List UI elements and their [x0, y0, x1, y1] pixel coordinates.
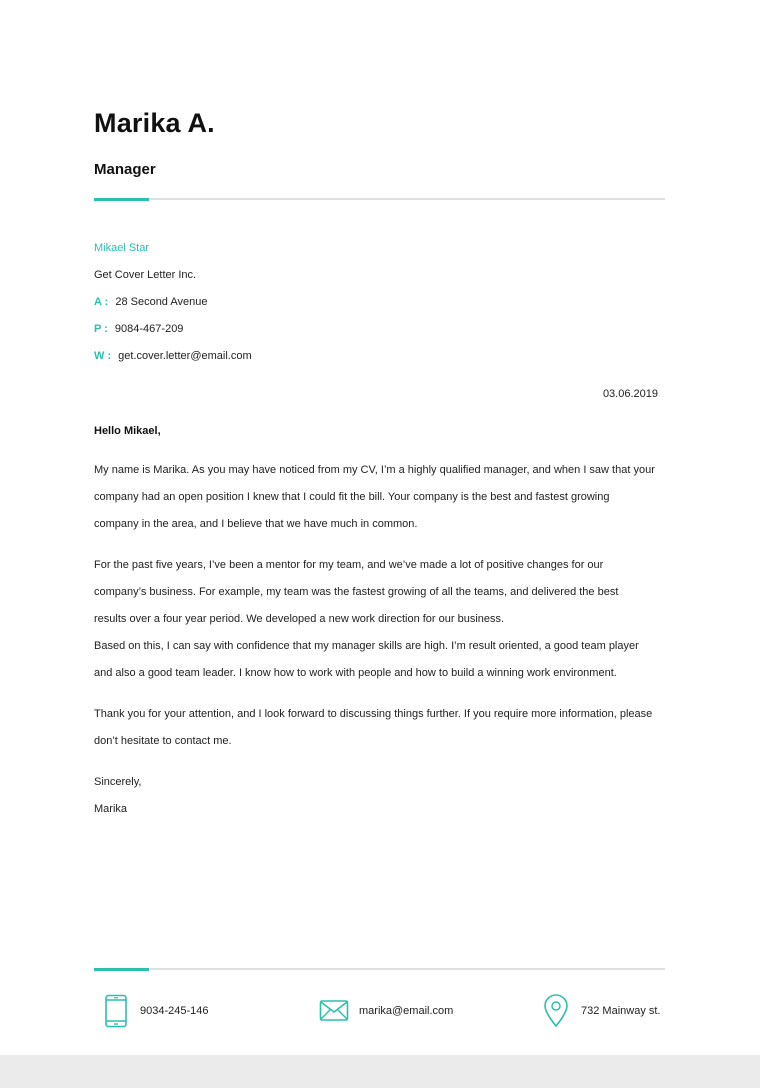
letter-date: 03.06.2019: [602, 388, 658, 400]
paragraph-line: and also a good team leader. I know how to work with people and how to build a winning work environment.: [94, 667, 617, 679]
header-divider-accent: [94, 198, 149, 201]
recipient-web-row: [94, 350, 252, 362]
sign-off: Sincerely,: [94, 776, 142, 788]
paragraph-3: [94, 701, 669, 755]
footer-address-text: 732 Mainway st.: [581, 1005, 661, 1017]
address-label: A :: [94, 296, 109, 308]
paragraph-line: company in the area, and I believe that we have much in common.: [94, 518, 418, 530]
recipient-phone-row: [94, 323, 183, 335]
footer-phone-text: 9034-245-146: [140, 1005, 209, 1017]
web-label: W :: [94, 350, 112, 362]
footer-divider: [94, 968, 665, 970]
recipient-address-row: [94, 296, 208, 308]
recipient-web: get.cover.letter@email.com: [118, 350, 252, 362]
paragraph-line: For the past five years, I’ve been a mentor for my team, and we’ve made a lot of positive changes for our: [94, 559, 604, 571]
recipient-name: Mikael Star: [94, 242, 150, 254]
paragraph-line: Based on this, I can say with confidence that my manager skills are high. I’m result oriented, a good team player: [94, 640, 639, 652]
footer-divider-accent: [94, 968, 149, 971]
paragraph-1: [94, 457, 669, 538]
greeting: Hello Mikael,: [94, 425, 161, 437]
footer-phone: [104, 994, 209, 1028]
footer-address: [543, 994, 660, 1028]
applicant-title: Manager: [94, 161, 156, 178]
recipient-company: Get Cover Letter Inc.: [94, 269, 197, 281]
paragraph-line: don’t hesitate to contact me.: [94, 735, 232, 747]
phone-label: P :: [94, 323, 108, 335]
paragraph-line: results over a four year period. We developed a new work direction for our business.: [94, 613, 505, 625]
header-divider: [94, 198, 665, 200]
envelope-icon: [319, 999, 349, 1023]
applicant-name: Marika A.: [94, 108, 215, 138]
map-pin-icon: [543, 994, 569, 1028]
bottom-gray-band: [0, 1055, 760, 1088]
paragraph-2: [94, 552, 669, 687]
recipient-address: 28 Second Avenue: [115, 296, 208, 308]
footer-email-text: marika@email.com: [359, 1005, 454, 1017]
paragraph-line: company’s business. For example, my team was the fastest growing of all the teams, and delivered the best: [94, 586, 619, 598]
paragraph-line: My name is Marika. As you may have noticed from my CV, I’m a highly qualified manager, and when I saw that your: [94, 464, 655, 476]
paragraph-line: Thank you for your attention, and I look forward to discussing things further. If you require more information, please: [94, 708, 653, 720]
paragraph-line: company had an open position I knew that I could fit the bill. Your company is the best and fastest growing: [94, 491, 610, 503]
signature: Marika: [94, 803, 128, 815]
footer-email: [319, 994, 453, 1028]
recipient-phone: 9084-467-209: [114, 323, 184, 335]
phone-icon: [104, 994, 128, 1028]
